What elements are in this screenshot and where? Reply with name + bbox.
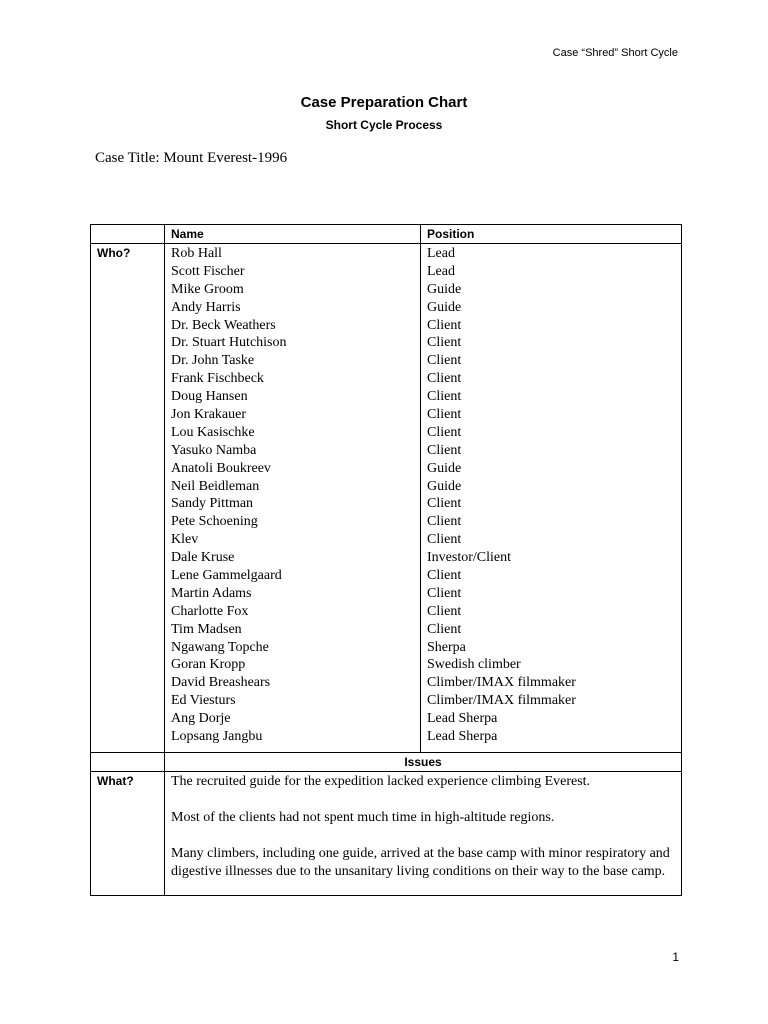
person-position: Client xyxy=(427,424,462,440)
person-name: Pete Schoening xyxy=(171,514,258,530)
person-position: Lead xyxy=(427,263,455,279)
person-position: Sherpa xyxy=(427,639,466,655)
person-position: Client xyxy=(427,496,462,512)
person-position: Client xyxy=(427,317,462,333)
person-name: David Breashears xyxy=(171,675,271,691)
corner-cell xyxy=(91,225,165,244)
person-position: Client xyxy=(427,514,462,530)
person-name: Klev xyxy=(171,532,199,548)
what-row xyxy=(91,771,682,895)
person-position: Guide xyxy=(427,460,462,476)
position-list xyxy=(421,244,682,753)
person-name: Goran Kropp xyxy=(171,657,246,673)
person-position: Client xyxy=(427,407,462,423)
person-position: Client xyxy=(427,603,462,619)
person-position: Climber/IMAX filmmaker xyxy=(427,693,576,709)
person-position: Client xyxy=(427,389,462,405)
person-name: Yasuko Namba xyxy=(171,442,257,458)
person-name: Dale Kruse xyxy=(171,550,235,566)
position-column-header: Position xyxy=(421,225,682,244)
person-name: Jon Krakauer xyxy=(171,407,247,423)
issues-list xyxy=(165,771,682,895)
person-name: Anatoli Boukreev xyxy=(171,460,271,476)
person-position: Guide xyxy=(427,299,462,315)
person-position: Lead Sherpa xyxy=(427,711,498,727)
person-position: Swedish climber xyxy=(427,657,521,673)
person-name: Mike Groom xyxy=(171,281,244,297)
running-header: Case “Shred” Short Cycle xyxy=(552,47,678,59)
person-position: Climber/IMAX filmmaker xyxy=(427,675,576,691)
person-position: Client xyxy=(427,621,462,637)
who-label: Who? xyxy=(91,244,165,753)
person-position: Client xyxy=(427,442,462,458)
issue-paragraph: Most of the clients had not spent much time in high-altitude regions. xyxy=(171,809,555,825)
person-name: Neil Beidleman xyxy=(171,478,260,494)
person-position: Lead Sherpa xyxy=(427,729,498,745)
person-position: Client xyxy=(427,371,462,387)
person-name: Charlotte Fox xyxy=(171,603,249,619)
person-name: Dr. Stuart Hutchison xyxy=(171,335,287,351)
person-position: Client xyxy=(427,335,462,351)
name-column-header: Name xyxy=(165,225,421,244)
who-row xyxy=(91,244,682,753)
issues-header-row xyxy=(91,752,682,771)
person-name: Lou Kasischke xyxy=(171,424,255,440)
person-position: Lead xyxy=(427,246,455,261)
issue-paragraph: The recruited guide for the expedition lacked experience climbing Everest. xyxy=(171,773,591,789)
person-name: Lopsang Jangbu xyxy=(171,729,263,745)
person-name: Dr. John Taske xyxy=(171,353,255,369)
person-name: Doug Hansen xyxy=(171,389,248,405)
person-position: Guide xyxy=(427,281,462,297)
person-name: Ed Viesturs xyxy=(171,693,236,709)
case-preparation-table xyxy=(90,224,682,896)
person-name: Lene Gammelgaard xyxy=(171,568,282,584)
person-position: Client xyxy=(427,585,462,601)
person-name: Ngawang Topche xyxy=(171,639,269,655)
case-title: Case Title: Mount Everest-1996 xyxy=(95,150,288,166)
person-name: Andy Harris xyxy=(171,299,241,315)
person-name: Rob Hall xyxy=(171,246,222,261)
document-subtitle: Short Cycle Process xyxy=(325,118,443,132)
person-position: Guide xyxy=(427,478,462,494)
person-name: Sandy Pittman xyxy=(171,496,254,512)
page-number: 1 xyxy=(672,950,679,964)
name-list xyxy=(165,244,421,753)
issues-header: Issues xyxy=(165,752,682,771)
issue-paragraph: Many climbers, including one guide, arrived at the base camp with minor respiratory and digestive illnesses due to the unsanitary living conditions on their way to the base camp. xyxy=(171,845,670,879)
column-header-row xyxy=(91,225,682,244)
person-position: Client xyxy=(427,532,462,548)
person-name: Ang Dorje xyxy=(171,711,231,727)
person-name: Frank Fischbeck xyxy=(171,371,264,387)
document-title: Case Preparation Chart xyxy=(300,94,468,111)
person-position: Investor/Client xyxy=(427,550,511,566)
person-position: Client xyxy=(427,353,462,369)
issues-corner-cell xyxy=(91,752,165,771)
what-label: What? xyxy=(91,771,165,895)
person-name: Dr. Beck Weathers xyxy=(171,317,276,333)
person-position: Client xyxy=(427,568,462,584)
person-name: Tim Madsen xyxy=(171,621,242,637)
person-name: Martin Adams xyxy=(171,585,252,601)
person-name: Scott Fischer xyxy=(171,263,245,279)
